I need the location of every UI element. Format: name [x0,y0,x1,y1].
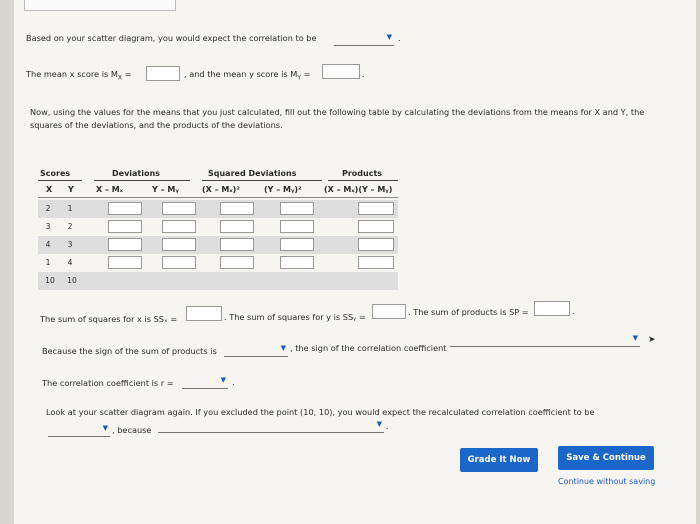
col-dev-y: Y – Mᵧ [152,185,179,194]
product-input[interactable] [358,238,394,251]
dev-x-input[interactable] [108,220,142,233]
mean-y-text: , and the mean y score is M [184,69,298,79]
header-deviations: Deviations [112,169,160,178]
squared-rule [202,180,322,181]
sq-y-input[interactable] [280,220,314,233]
header-squared-deviations: Squared Deviations [208,169,297,178]
product-input[interactable] [358,256,394,269]
continue-without-saving-link[interactable]: Continue without saving [558,477,656,486]
chevron-down-icon: ▼ [280,344,286,352]
sp-input[interactable] [534,301,570,316]
deviations-rule [94,180,190,181]
mean-x-eq: = [122,69,132,79]
mean-x-label [26,69,132,82]
dev-y-input[interactable] [162,202,196,215]
mean-y-eq: = [301,69,311,79]
ssy-input[interactable] [372,304,406,319]
cell-y: 2 [67,222,73,231]
correlation-dropdown[interactable] [334,34,394,46]
because-dropdown[interactable] [158,421,384,433]
save-continue-button[interactable]: Save & Continue [558,446,654,470]
sq-x-input[interactable] [220,256,254,269]
mean-x-input[interactable] [146,66,180,81]
table-row [38,272,398,290]
col-x: X [46,185,53,194]
chevron-down-icon: ▼ [376,420,382,428]
header-scores: Scores [40,169,71,178]
chevron-down-icon: ▼ [386,33,392,41]
dev-y-input[interactable] [162,220,196,233]
products-rule [328,180,398,181]
cursor-icon: ➤ [648,335,656,345]
lookback-text: Look at your scatter diagram again. If you excluded the point (10, 10), you would expect the recalculated correlation coefficient to be [46,407,595,417]
correlation-prompt: Based on your scatter diagram, you would expect the correlation to be [26,33,317,43]
sq-x-input[interactable] [220,202,254,215]
cell-x: 2 [45,204,51,213]
ssy-label: . The sum of squares for y is SSᵧ = [224,312,366,322]
product-input[interactable] [358,220,394,233]
sp-label: . The sum of products is SP = [408,307,529,317]
sign-sum-dropdown[interactable] [224,345,288,357]
instruction-line-2: squares of the deviations, and the products of the deviations. [30,120,283,130]
period-text-3: . [572,306,575,316]
header-products: Products [342,169,383,178]
sign-mid-label: , the sign of the correlation coefficient [290,343,447,353]
coefficient-dropdown[interactable] [182,377,228,389]
chevron-down-icon: ▼ [102,424,108,432]
product-input[interactable] [358,202,394,215]
col-sq-x: (X – Mₓ)² [202,185,240,194]
question-panel [14,0,696,524]
mean-y-input[interactable] [322,64,360,79]
sq-y-input[interactable] [280,238,314,251]
because-label: , because [112,425,152,435]
cell-x: 10 [45,276,55,285]
cell-y: 10 [67,276,77,285]
instruction-line-1: Now, using the values for the means that you just calculated, fill out the following table by calculating the deviations from the means for X and Y, the [30,107,645,117]
chevron-down-icon: ▼ [220,376,226,384]
mean-x-sub: X [117,74,123,82]
dev-y-input[interactable] [162,238,196,251]
table-row [38,200,398,218]
sq-x-input[interactable] [220,220,254,233]
period-text-4: . [232,377,235,387]
cell-y: 4 [67,258,73,267]
recalculated-dropdown[interactable] [48,425,110,437]
cell-y: 1 [67,204,73,213]
dev-x-input[interactable] [108,256,142,269]
cell-x: 1 [45,258,51,267]
mean-x-text: The mean x score is M [26,69,118,79]
table-row [38,254,398,272]
col-products: (X – Mₓ)(Y – Mᵧ) [324,185,393,194]
ssx-input[interactable] [186,306,222,321]
previous-section-box [24,0,176,11]
header-rule [38,197,398,198]
coefficient-label: The correlation coefficient is r = [42,378,174,388]
cell-y: 3 [67,240,73,249]
ssx-label: The sum of squares for x is SSₓ = [40,314,178,324]
dev-x-input[interactable] [108,202,142,215]
sq-x-input[interactable] [220,238,254,251]
dev-y-input[interactable] [162,256,196,269]
chevron-down-icon: ▼ [632,334,638,342]
sign-label: Because the sign of the sum of products is [42,346,217,356]
scores-rule [38,180,82,181]
sq-y-input[interactable] [280,256,314,269]
col-dev-x: X – Mₓ [96,185,123,194]
cell-x: 3 [45,222,51,231]
col-y: Y [68,185,74,194]
dev-x-input[interactable] [108,238,142,251]
sign-coefficient-dropdown[interactable] [450,335,640,347]
mean-y-sub: Y [297,74,302,82]
grade-it-now-button[interactable]: Grade It Now [460,448,538,472]
table-row [38,236,398,254]
col-sq-y: (Y – Mᵧ)² [264,185,302,194]
period-text: . [398,33,401,43]
cell-x: 4 [45,240,51,249]
table-row [38,218,398,236]
sq-y-input[interactable] [280,202,314,215]
mean-y-label [184,69,310,82]
period-text-2: . [362,69,365,79]
period-text-5: . [386,421,389,431]
